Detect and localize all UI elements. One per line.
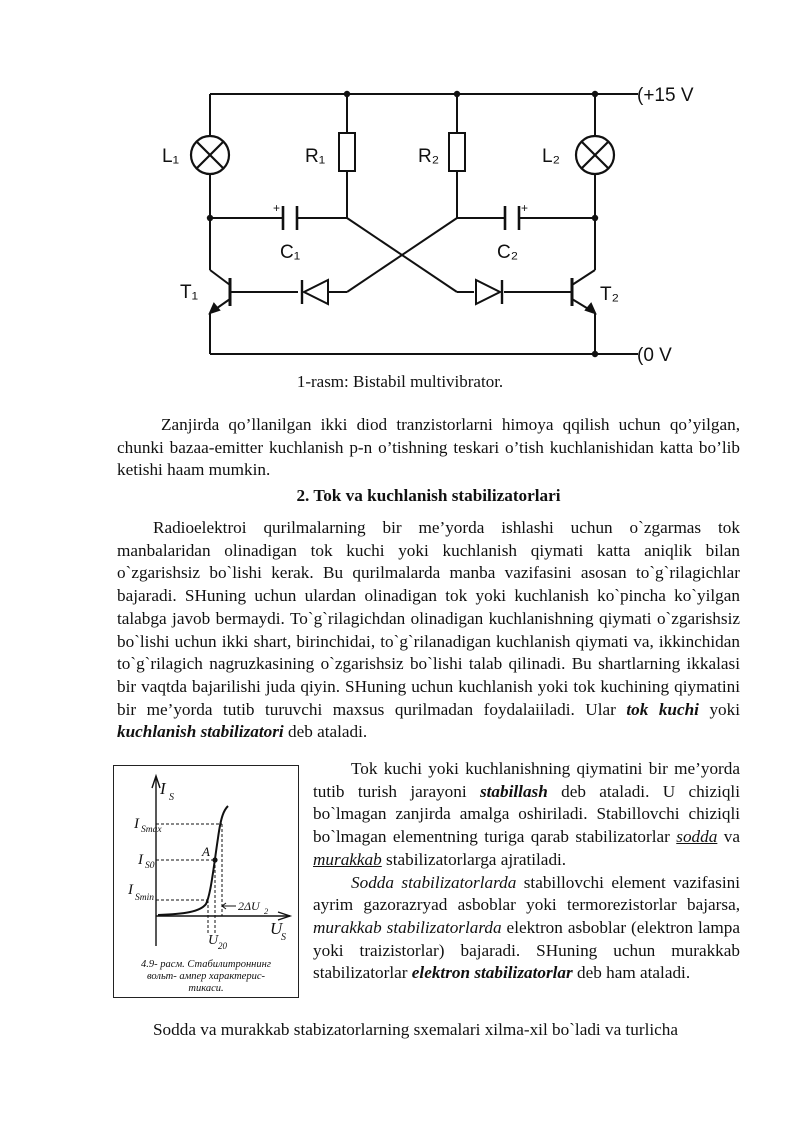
term-kuchlanish-stabilizatori: kuchlanish stabilizatori [117, 722, 284, 742]
transistor-t2 [572, 263, 595, 313]
x-axis-label: U [270, 919, 283, 938]
label-ground: (0 V [637, 345, 672, 366]
is0-subscript: S0 [145, 861, 155, 871]
term-stabillash: stabillash [479, 781, 548, 801]
term-elektron-stabilizatorlar: elektron stabilizatorlar [411, 963, 573, 983]
label-t2: T₂ [600, 284, 619, 305]
label-c2: C₂ [497, 242, 519, 263]
operating-point-a [212, 857, 217, 862]
bistable-multivibrator-circuit [140, 78, 720, 368]
u20-label: U [208, 933, 219, 948]
diode-right [476, 280, 502, 304]
ismin-subscript: Smin [135, 893, 154, 903]
y-axis-subscript: S [169, 792, 174, 803]
section-heading: 2. Tok va kuchlanish stabilizatorlari [296, 486, 561, 505]
transistor-t1 [210, 263, 230, 313]
term-sodda: sodda [676, 827, 718, 847]
ismin-label: I [128, 882, 133, 898]
capacitor-c2 [505, 206, 519, 230]
diode-left [302, 280, 328, 304]
label-l2: L₂ [542, 146, 560, 167]
label-positive-supply: (+15 V [637, 85, 694, 106]
x-axis-subscript: S [281, 932, 286, 943]
point-a-label: A [202, 844, 210, 859]
label-l1: L₁ [162, 146, 179, 167]
figure-caption: 1-rasm: Bistabil multivibrator. [296, 372, 504, 391]
paragraph-stabilization: Tok kuchi yoki kuchlanishning qiymatini bir me’yorda tutib turish jarayoni stabillash deb ataladi. U chiziqli bo`lmagan zanjirda amalga oshiriladi. Stabillovchi chiziqli bo`lmagan elementning turiga qarab stabilizatorlar sodda va murakkab stabilizatorlarga ajratiladi. Sodda stabilizatorlarda stabillovchi element vazifasini ayrim gazorazryad asboblar yoki termorezistorlar bajarsa, murakkab stabilizatorlarda elektron asboblar (elektron lampa yoki traizistorlar) bajaradi. SHuning uchun murakkab stabilizatorlar elektron stabilizatorlar deb ham ataladi. [313, 759, 740, 983]
paragraph-schemes: Sodda va murakkab stabizatorlarning sxemalari xilma-xil bo`ladi va turlicha [153, 1020, 679, 1039]
is0-label: I [138, 852, 143, 868]
label-c1-plus: + [273, 201, 281, 215]
resistor-r2 [449, 133, 465, 171]
capacitor-c1 [283, 206, 297, 230]
u20-subscript: 20 [218, 941, 227, 951]
label-c2-plus: + [521, 201, 529, 215]
term-murakkab: murakkab [313, 849, 382, 869]
label-t1: T₁ [180, 282, 199, 303]
delta-u-label: 2ΔU [238, 899, 260, 913]
paragraph-diodes: Zanjirda qo’llanilgan ikki diod tranzistorlarni himoya qqilish uchun qo’yilgan, chunki bazaa-emitter kuchlanish p-n o’tishning teskari o’tish kuchlanishidan katta bo’lib ketishi haam mumkin. [117, 415, 740, 480]
label-c1: C₁ [280, 242, 301, 263]
delta-u-subscript: 2 [264, 906, 269, 916]
graph-caption: 4.9- расм. Стабилитроннинг вольт- ампер характерис- тикаси. [141, 959, 271, 994]
label-r1: R₁ [305, 146, 326, 167]
resistor-r1 [339, 133, 355, 171]
paragraph-stabilizers-intro: Radioelektroi qurilmalarning bir me’yorda ishlashi uchun o`zgarmas tok manbalaridan olinadigan tok kuchi yoki kuchlanish qiymati katta aniqlik bilan o`zgarishsiz bo`lishi kerak. Bu qurilmalarda manba vazifasini asosan to`g`rilagichlar bajaradi. SHuning uchun ulardan olinadigan tok yoki kuchlanish ko`pincha ko`yilgan talabga javob bermaydi. To`g`rilagichdan olinadigan kuchlanishning qiymati o`zgarishsiz bo`lishi uchun ikki shart, birinchidai, to`g`rilanadigan kuchlanish qiymati va, ikkinchidan to`g`rilagich nagruzkasining o`zgarishsiz bo`lishi talab qilinadi. Bu shartlarning ikkalasi bir vaqtda bajarilishi juda qiyin. SHuning uchun kuchlanish yoki tok kuchining qiymatini bir me’yorda tutib turuvchi maxsus qurilmadan foydalaiiladi. Ular tok kuchi yoki kuchlanish stabilizatori deb ataladi. [117, 518, 741, 742]
y-axis-label: I [160, 779, 166, 798]
vac-characteristic-figure [113, 765, 299, 998]
ismax-label: I [134, 816, 139, 832]
label-r2: R₂ [418, 146, 440, 167]
zener-iv-graph [114, 766, 298, 956]
term-tok-kuchi: tok kuchi [626, 699, 699, 719]
ismax-subscript: Smax [141, 825, 162, 835]
